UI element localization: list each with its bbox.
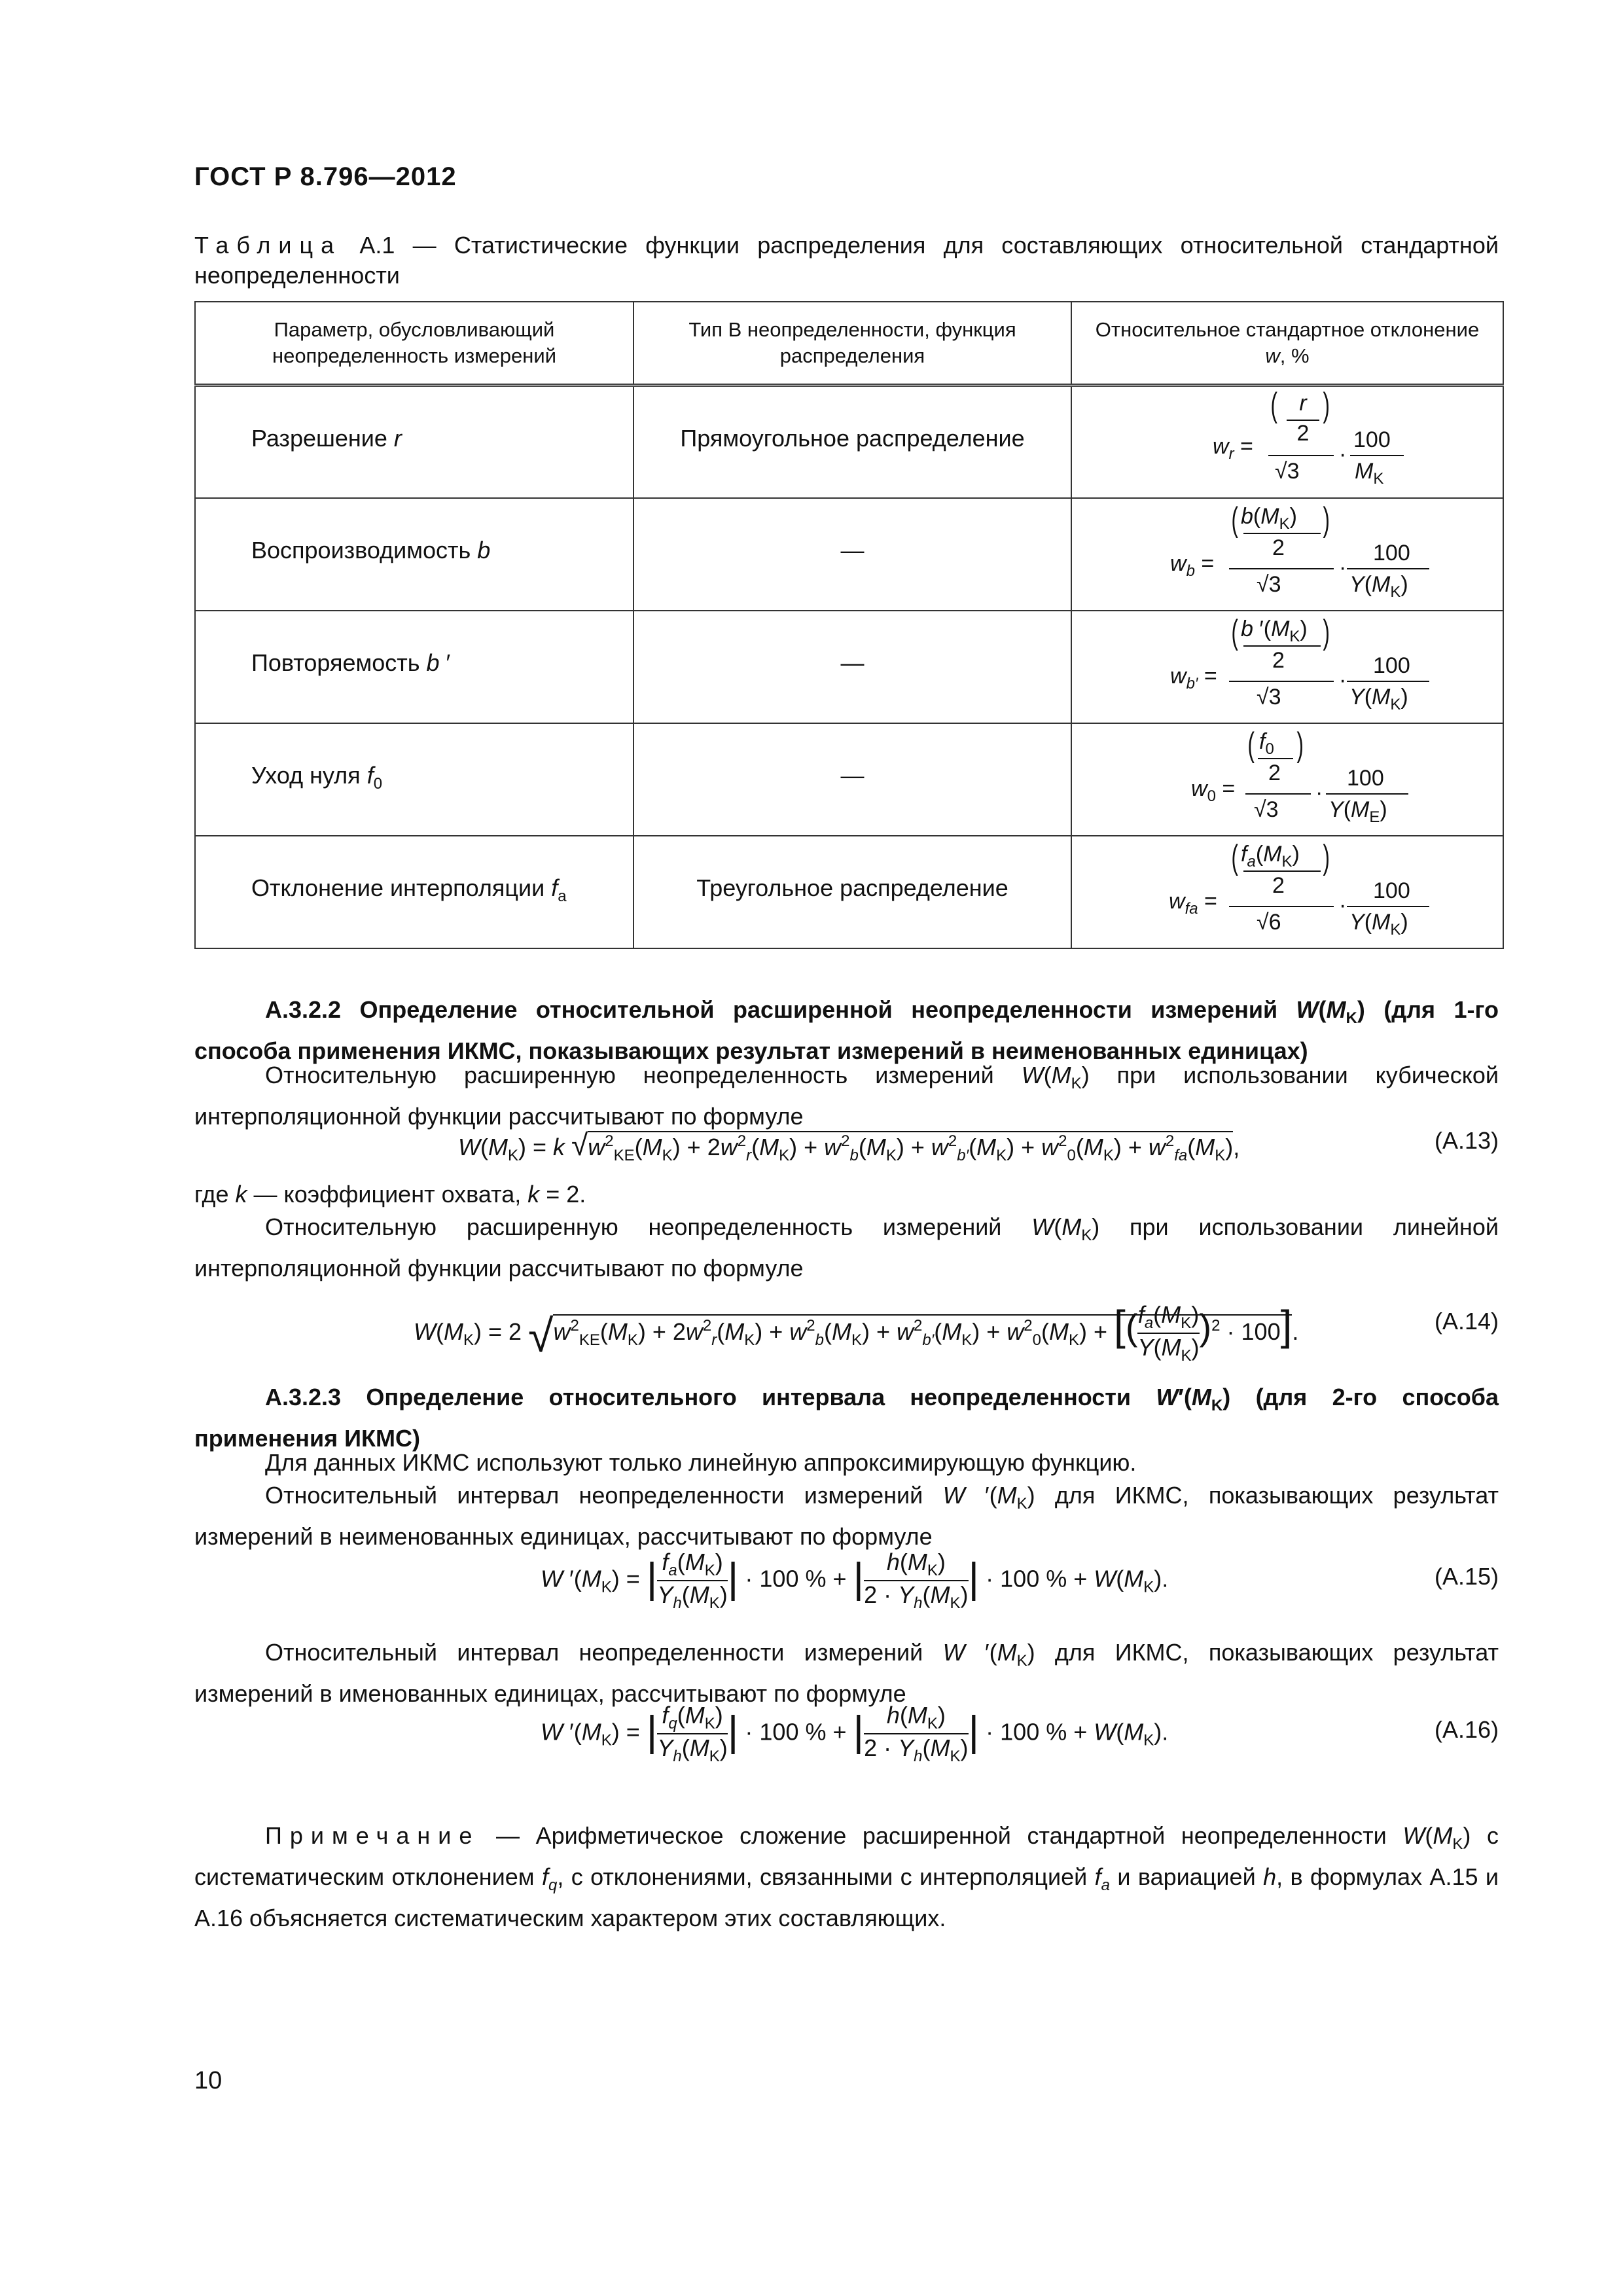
table-row bbox=[195, 611, 1503, 723]
param-cell: Уход нуля $f_0$ bbox=[195, 723, 633, 836]
formula-cell-wfa: $w_{fa}$ = ( ) $f_a(M_K)$ 2 √6 · 100 $Y(M_K)$ bbox=[1071, 836, 1503, 948]
param-cell: Разрешение r bbox=[195, 386, 633, 498]
formula-a14: $W(M_K) = 2$ $√w^2_{KE}(M_K) + 2w^2_r(M_K) + w^2_b(M_K) + w^2_{b'}(M_K) + w^2_0(M_K)$ + [( $\frac{f_a(M_K)}{Y(M_K)}$ )$^2$ · 100]. bbox=[414, 1301, 1299, 1365]
formula-cell-w0: $w_0$ = ( ) $f_0$ 2 √3 · 100 $Y(M_E)$ bbox=[1071, 723, 1503, 836]
paragraph: Относительную расширенную неопределенность измерений $W(M_K)$ при использовании кубической интерполяционной функции рассчитывают по формуле bbox=[194, 1062, 1499, 1130]
section-heading-a322: А.3.2.2 Определение относительной расширенной неопределенности измерений $W(M_K)$ (для 1-го способа применения ИКМС, показывающих результат измерений в неименованных единицах) bbox=[194, 996, 1499, 1064]
formula-a16: W $'(M_K)$ = | $\frac{f_q(M_K)}{Y_h(M_K)}$ | · 100 % + | $\frac{h(M_K)}{2 \cdot Y_h(M_K)}$ | · 100 % + $W(M_K)$. bbox=[541, 1702, 1169, 1765]
param-cell: Воспроизводимость b bbox=[195, 498, 633, 611]
type-cell: — bbox=[633, 723, 1071, 836]
formula-cell-wb-prime: $w_{b'}$ = ( ) b $'(M_K)$ 2 √3 · 100 $Y(M_K)$ bbox=[1071, 611, 1503, 723]
param-cell: Повторяемость b ′ bbox=[195, 611, 633, 723]
paragraph: Относительный интервал неопределенности измерений W $'(M_K)$ для ИКМС, показывающих результат измерений в неименованных единицах, рассчитывают по формуле bbox=[194, 1482, 1499, 1550]
note-label: Примечание bbox=[265, 1822, 480, 1849]
note: Примечание — Арифметическое сложение расширенной стандартной неопределенности $W(M_K)$ с систематическим отклонением $f_q$, с отклонениями, связанными с интерполяцией $f_a$ и вариацией h, в формулах А.15 и А.16 объясняется систематическим характером этих составляющих. bbox=[194, 1822, 1499, 1931]
formula-number: (А.14) bbox=[1434, 1308, 1499, 1335]
document-header: ГОСТ Р 8.796—2012 bbox=[194, 162, 457, 191]
formula-a13: $W(M_K) = k$ $√w^2_{KE}(M_K) + 2w^2_r(M_K) + w^2_b(M_K) + w^2_{b'}(M_K) + w^2_0(M_K) + w^2_{fa}(M_K)$, bbox=[458, 1128, 1240, 1164]
table-caption-label: Таблица bbox=[194, 232, 342, 259]
section-heading-a323: А.3.2.3 Определение относительного интервала неопределенности $W'(M_K)$ (для 2-го способа применения ИКМС) bbox=[194, 1384, 1499, 1452]
paragraph: где k — коэффициент охвата, k = 2. bbox=[194, 1181, 586, 1208]
table-caption bbox=[194, 230, 1499, 291]
type-cell: Прямоугольное распределение bbox=[633, 386, 1071, 498]
type-cell: — bbox=[633, 498, 1071, 611]
type-cell: — bbox=[633, 611, 1071, 723]
formula-cell-wr: $w_r$ = r 2 ( ) √3 · 100 $M_K$ bbox=[1071, 386, 1503, 498]
formula-number: (А.15) bbox=[1434, 1563, 1499, 1590]
table-caption-text: А.1 — Статистические функции распределения для составляющих относительной стандартной неопределенности bbox=[194, 232, 1499, 289]
distribution-table bbox=[194, 301, 1504, 949]
column-header-type: Тип В неопределенности, функция распределения bbox=[633, 302, 1071, 386]
paragraph: Для данных ИКМС используют только линейную аппроксимирующую функцию. bbox=[265, 1449, 1137, 1476]
column-header-deviation: Относительное стандартное отклонение w, % bbox=[1071, 302, 1503, 386]
table-row bbox=[195, 498, 1503, 611]
type-cell: Треугольное распределение bbox=[633, 836, 1071, 948]
formula-number: (А.16) bbox=[1434, 1716, 1499, 1743]
paragraph: Относительный интервал неопределенности измерений W $'(M_K)$ для ИКМС, показывающих результат измерений в именованных единицах, рассчитывают по формуле bbox=[194, 1639, 1499, 1707]
column-header-param: Параметр, обусловливающий неопределенность измерений bbox=[195, 302, 633, 386]
formula-cell-wb: $w_b$ = ( ) $b(M_K)$ 2 √3 · 100 $Y(M_K)$ bbox=[1071, 498, 1503, 611]
param-cell: Отклонение интерполяции $f_a$ bbox=[195, 836, 633, 948]
paragraph: Относительную расширенную неопределенность измерений $W(M_K)$ при использовании линейной интерполяционной функции рассчитывают по формуле bbox=[194, 1213, 1499, 1282]
formula-a15: W $'(M_K)$ = | $\frac{f_a(M_K)}{Y_h(M_K)}$ | · 100 % + | $\frac{h(M_K)}{2 \cdot Y_h(M_K)}$ | · 100 % + $W(M_K)$. bbox=[541, 1549, 1169, 1612]
table-row bbox=[195, 723, 1503, 836]
formula-number: (А.13) bbox=[1434, 1127, 1499, 1154]
table-row bbox=[195, 836, 1503, 948]
table-row bbox=[195, 386, 1503, 498]
page-number: 10 bbox=[194, 2067, 223, 2094]
